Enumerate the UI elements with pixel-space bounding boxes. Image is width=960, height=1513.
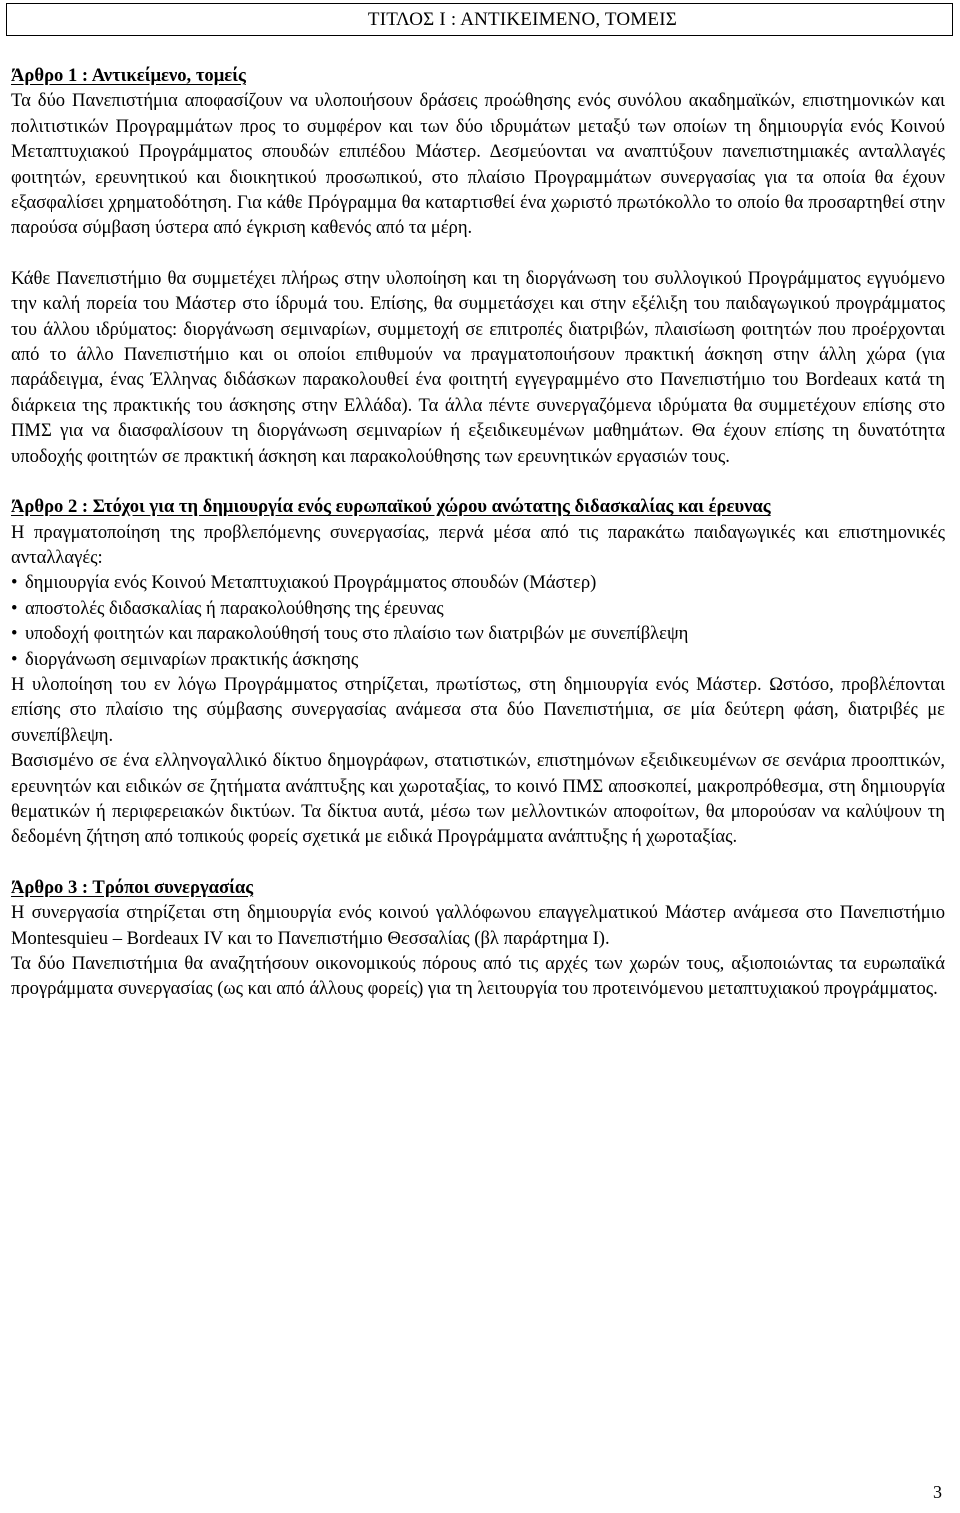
section-gap: [11, 469, 945, 494]
paragraph-gap: [11, 241, 945, 266]
list-item: [11, 596, 945, 621]
bullet-icon: •: [11, 597, 18, 619]
document-body: [11, 63, 945, 1002]
title-box: [6, 3, 953, 36]
article-1-paragraph-1: Τα δύο Πανεπιστήμια αποφασίζουν να υλοποιήσουν δράσεις προώθησης ενός συνόλου ακαδημαϊκών, επιστημονικών και πολιτιστικών Προγραμμάτων προς το συμφέρον και των δύο ιδρυμάτων μεταξύ των οποίων τη δημιουργία ενός Κοινού Μεταπτυχιακού Προγράμματος σπουδών επιπέδου Μάστερ. Δεσμεύονται να αναπτύξουν πανεπιστημιακές ανταλλαγές φοιτητών, ερευνητικού και διοικητικού προσωπικού, στο πλαίσιο Προγραμμάτων συνεργασίας για τα οποία θα έχουν εξασφαλίσει χρηματοδότηση. Για κάθε Πρόγραμμα θα καταρτισθεί ένα χωριστό πρωτόκολλο το οποίο θα προσαρτηθεί στην παρούσα σύμβαση ύστερα από έγκριση καθενός από τα μέρη.: [11, 90, 945, 239]
article-2-paragraph-2: Βασισμένο σε ένα ελληνογαλλικό δίκτυο δημογράφων, στατιστικών, επιστημόνων εξειδικευμένων σε σενάρια προοπτικών, ερευνητών και ειδικών σε ζητήματα ανάπτυξης και χωροταξίας, το κοινό ΠΜΣ αποσκοπεί, μακροπρόθεσμα, στη δημιουργία θεματικών ή περιφερειακών δικτύων. Τα δίκτυα αυτά, μέσω των μελλοντικών αποφοίτων, θα μπορούσαν να καλύψουν τη δεδομένη ζήτηση από τοπικούς φορείς σχετικά με ειδικά Προγράμματα ανάπτυξης ή χωροταξίας.: [11, 750, 945, 848]
document-title: ΤΙΤΛΟΣ Ι : ΑΝΤΙΚΕΙΜΕΝΟ, ΤΟΜΕΙΣ: [367, 9, 677, 30]
article-2-bullet-list: [11, 570, 945, 672]
article-2-paragraph-1: Η υλοποίηση του εν λόγω Προγράμματος στηρίζεται, πρωτίστως, στη δημιουργία ενός Μάστερ. Ωστόσο, προβλέπονται επίσης στο πλαίσιο της σύμβασης συνεργασίας ανάμεσα στα δύο Πανεπιστήμια, σε μία δεύτερη φάση, διατριβές με συνεπίβλεψη.: [11, 673, 945, 746]
bullet-icon: •: [11, 572, 18, 594]
article-3-paragraph-2: Τα δύο Πανεπιστήμια θα αναζητήσουν οικονομικούς πόρους από τις αρχές των χωρών τους, αξιοποιώντας τα ευρωπαϊκά προγράμματα συνεργασίας (ως και από άλλους φορείς) για τη λειτουργία του προτεινόμενου μεταπτυχιακού προγράμματος.: [11, 953, 945, 1000]
list-item: [11, 570, 945, 595]
section-gap: [11, 850, 945, 875]
bullet-icon: •: [11, 623, 18, 645]
list-item-text: αποστολές διδασκαλίας ή παρακολούθησης της έρευνας: [25, 597, 444, 619]
list-item: [11, 647, 945, 672]
list-item-text: διοργάνωση σεμιναρίων πρακτικής άσκησης: [25, 648, 359, 670]
page-number: 3: [933, 1482, 942, 1502]
article-3: [11, 875, 945, 1002]
bullet-icon: •: [11, 648, 18, 670]
article-1-paragraph-2: Κάθε Πανεπιστήμιο θα συμμετέχει πλήρως στην υλοποίηση και τη διοργάνωση του συλλογικού Προγράμματος εγγυόμενο την καλή πορεία του Μάστερ στο ίδρυμά του. Επίσης, θα συμμετάσχει και στην εξέλιξη του παιδαγωγικού προγράμματος του άλλου ιδρύματος: διοργάνωση σεμιναρίων, συμμετοχή σε επιτροπές διατριβών, πλαισίωση φοιτητών που προέρχονται από το άλλο Πανεπιστήμιο και οι οποίοι επιθυμούν να πραγματοποιήσουν πρακτική άσκηση στην άλλη χώρα (για παράδειγμα, ένας Έλληνας διδάσκων παρακολουθεί ένα φοιτητή εγγεγραμμένο στο Πανεπιστήμιο του Bordeaux κατά τη διάρκεια της πρακτικής του άσκησης στην Ελλάδα). Τα άλλα πέντε συνεργαζόμενα ιδρύματα θα συμμετέχουν επίσης στο ΠΜΣ για να διασφαλίσουν τη διοργάνωση σεμιναρίων ή εξειδικευμένων μαθημάτων. Θα έχουν επίσης τη δυνατότητα υποδοχής φοιτητών σε πρακτική άσκηση και παρακολούθησης των ερευνητικών εργασιών τους.: [11, 267, 945, 467]
article-3-heading-text: Άρθρο 3 : Τρόποι συνεργασίας: [11, 876, 254, 898]
article-1-heading: [11, 63, 945, 88]
article-2-intro: Η πραγματοποίηση της προβλεπόμενης συνεργασίας, περνά μέσα από τις παρακάτω παιδαγωγικές και επιστημονικές ανταλλαγές:: [11, 521, 945, 568]
list-item-text: δημιουργία ενός Κοινού Μεταπτυχιακού Προγράμματος σπουδών (Μάστερ): [25, 572, 597, 594]
article-3-paragraph-1: Η συνεργασία στηρίζεται στη δημιουργία ενός κοινού γαλλόφωνου επαγγελματικού Μάστερ ανάμεσα στο Πανεπιστήμιο Montesquieu – Bordeaux IV και το Πανεπιστήμιο Θεσσαλίας (βλ παράρτημα Ι).: [11, 902, 945, 949]
article-2: [11, 494, 945, 850]
list-item: [11, 621, 945, 646]
article-2-heading-text: Άρθρο 2 : Στόχοι για τη δημιουργία ενός ευρωπαϊκού χώρου ανώτατης διδασκαλίας και έρευνας: [11, 496, 771, 518]
list-item-text: υποδοχή φοιτητών και παρακολούθησή τους στο πλαίσιο των διατριβών με συνεπίβλεψη: [25, 623, 689, 645]
article-1-heading-text: Άρθρο 1 : Αντικείμενο, τομείς: [11, 65, 246, 86]
article-3-heading: [11, 875, 945, 900]
article-1: [11, 63, 945, 469]
article-2-heading: [11, 494, 945, 519]
